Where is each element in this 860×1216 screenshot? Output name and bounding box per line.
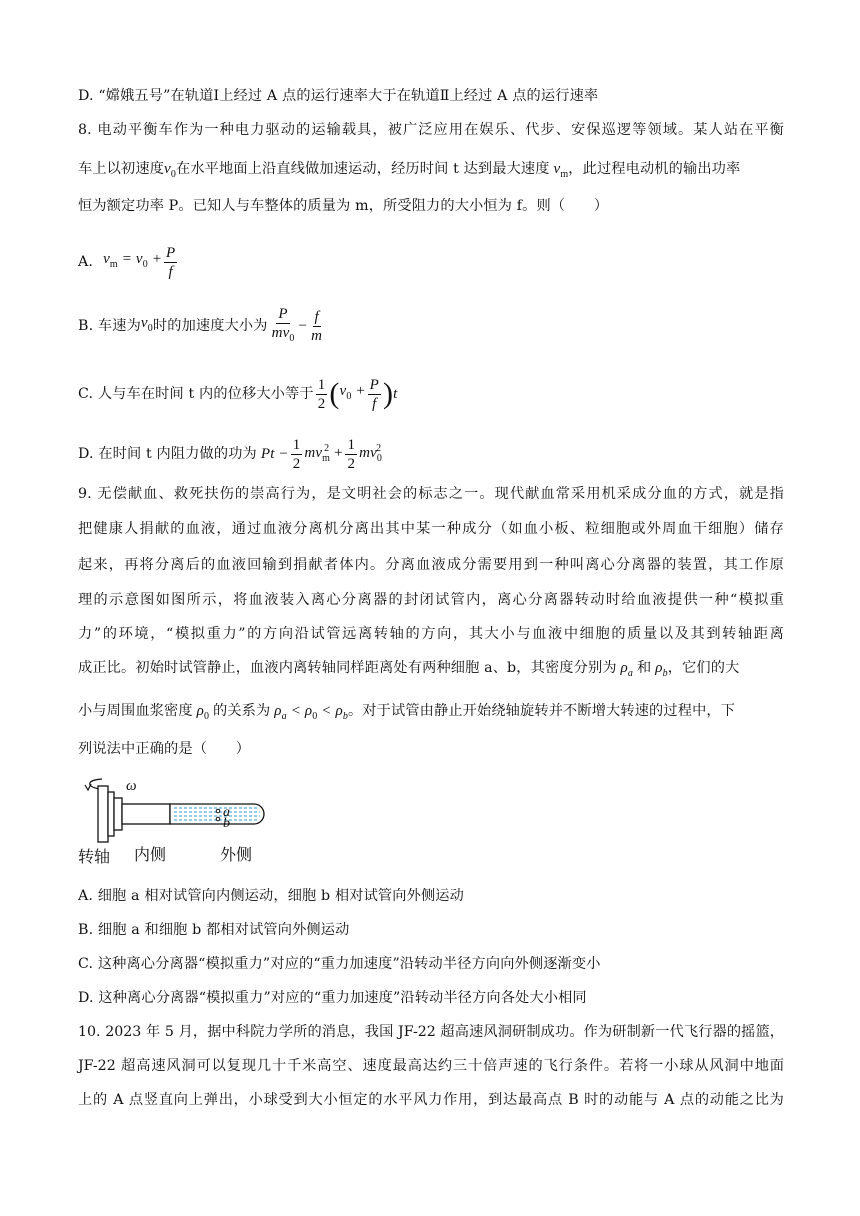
q9-option-c: C. 这种离心分离器“模拟重力”对应的“重力加速度”沿转动半径方向向外侧逐渐变小	[78, 956, 601, 972]
q9-text: 的关系为	[213, 703, 271, 719]
option-text: 时的加速度大小为	[152, 318, 268, 334]
fraction-p-over-mv0: $\frac{P}{mv_0}$	[271, 305, 295, 344]
q8-stem-text: ，此过程电动机的输出功率	[568, 161, 741, 177]
q9-text: 小与周围血浆密度	[78, 703, 193, 719]
fraction-one-half: $\frac{1}{2}$	[317, 376, 326, 412]
omega-label: ω	[126, 778, 137, 794]
q9-text: 。对于试管由静止开始绕轴旋转并不断增大转速的过程中，下	[347, 703, 736, 719]
q9-text: ，它们的大	[667, 660, 740, 676]
option-label: D. 在时间 t 内阻力做的功为	[78, 446, 257, 462]
q9-stem-line-2: 把健康人捐献的血液，通过血液分离机分离出其中某一种成分（如血小板、粒细胞或外周血干细胞）储存	[78, 521, 784, 537]
q8-stem-text: 车上以初速度	[78, 161, 165, 177]
q8-option-d: D. 在时间 t 内阻力做的功为 Pt − $\frac{1}{2}$ $mv_m^2$ + $\frac{1}{2}$ $mv_0^2$	[78, 436, 383, 472]
inner-side-label: 内侧	[134, 845, 167, 864]
q8-stem-line-2	[78, 159, 784, 185]
rho-b-symbol: $\rho_b$	[651, 660, 668, 679]
q10-stem-line-2: JF-22 超高速风洞可以复现几十千米高空、速度最高达约三十倍声速的飞行条件。若将一小球从风洞中地面	[78, 1058, 784, 1074]
option-label: B. 车速为	[78, 318, 141, 334]
q9-stem-line-3: 起来，再将分离后的血液回输到捐献者体内。分离血液成分需要用到一种叫离心分离器的装置，其工作原	[78, 557, 784, 573]
v0-symbol: $v_0$	[164, 161, 176, 180]
formula-a: $v_m = v_0$ +	[103, 251, 163, 270]
q9-option-b: B. 细胞 a 和细胞 b 都相对试管向外侧运动	[78, 922, 350, 938]
v0-symbol: $v_0$ +	[339, 383, 366, 402]
rotation-axis-shaft	[98, 786, 108, 842]
option-label: C. 人与车在时间 t 内的位移大小等于	[78, 386, 314, 402]
centrifuge-diagram	[78, 778, 278, 844]
q9-stem-line-8: 列说法中正确的是（ ）	[78, 741, 251, 757]
tube-holder	[122, 804, 170, 824]
q7-option-d: D. “嫦娥五号”在轨道Ⅰ上经过 A 点的运行速率大于在轨道Ⅱ上经过 A 点的运行速率	[78, 88, 599, 104]
fraction-f-over-m: $\frac{f}{m}$	[311, 308, 323, 344]
q8-stem-text: 在水平地面上沿直线做加速运动，经历时间 t 达到最大速度	[176, 161, 550, 177]
outer-side-label: 外侧	[220, 845, 253, 864]
fraction-p-over-f: $\frac{P}{f}$	[166, 244, 176, 280]
q9-text: 和	[636, 660, 652, 676]
formula-d: Pt −	[260, 446, 289, 462]
fraction-one-half: $\frac{1}{2}$	[292, 436, 301, 472]
fraction-p-over-f: $\frac{P}{f}$	[369, 376, 379, 412]
fraction-one-half: $\frac{1}{2}$	[347, 436, 356, 472]
q9-stem-line-6	[78, 658, 784, 684]
v0-symbol: $v_0$	[140, 315, 153, 334]
axis-label: 转轴	[78, 847, 111, 866]
q9-stem-line-4: 理的示意图如图所示，将血液装入离心分离器的封闭试管内，离心分离器转动时给血液提供一种“模拟重	[78, 592, 784, 608]
cell-b-label: b	[223, 816, 230, 831]
q10-stem-line-1: 10. 2023 年 5 月，据中科院力学所的消息，我国 JF-22 超高速风洞研制成功。作为研制新一代飞行器的摇篮，	[78, 1024, 784, 1040]
vm-symbol: $v_m$	[549, 161, 569, 180]
density-relation: $\rho_a < \rho_0 < \rho_b$	[270, 703, 348, 722]
q9-option-d: D. 这种离心分离器“模拟重力”对应的“重力加速度”沿转动半径方向各处大小相同	[78, 990, 587, 1006]
option-label: A.	[78, 254, 94, 270]
q9-option-a: A. 细胞 a 相对试管向内侧运动，细胞 b 相对试管向外侧运动	[78, 888, 464, 904]
q9-stem-line-1: 9. 无偿献血、救死扶伤的崇高行为，是文明社会的标志之一。现代献血常采用机采成分血的方式，就是指	[78, 486, 784, 502]
q9-text: 成正比。初始时试管静止，血液内离转轴同样距离处有两种细胞 a、b，其密度分别为	[78, 660, 617, 676]
q8-option-c: C. 人与车在时间 t 内的位移大小等于 $\frac{1}{2}$ ( $v_0$ + $\frac{P}{f}$ ) t	[78, 376, 398, 412]
centrifuge-figure	[78, 778, 278, 868]
rho-0-symbol: $\rho_0$	[192, 703, 210, 722]
q8-option-a	[78, 242, 784, 282]
q8-stem-line-3: 恒为额定功率 P。已知人与车整体的质量为 m，所受阻力的大小恒为 f。则（ ）	[78, 198, 609, 214]
q9-stem-line-5: 力”的环境，“模拟重力”的方向沿试管远离转轴的方向，其大小与血液中细胞的质量以及其到转轴距离	[78, 626, 784, 642]
q8-stem-line-1: 8. 电动平衡车作为一种电力驱动的运输载具，被广泛应用在娱乐、代步、安保巡逻等领域。某人站在平衡	[78, 122, 784, 138]
q10-stem-line-3: 上的 A 点竖直向上弹出，小球受到大小恒定的水平风力作用，到达最高点 B 时的动能与 A 点的动能之比为	[78, 1092, 784, 1108]
q8-option-b: B. 车速为 $v_0$ 时的加速度大小为 $\frac{P}{mv_0}$ − $\frac{f}{m}$	[78, 305, 784, 347]
q9-stem-line-7	[78, 701, 784, 727]
cell-a-label: a	[223, 805, 230, 820]
rho-a-symbol: $\rho_a$	[616, 660, 634, 679]
